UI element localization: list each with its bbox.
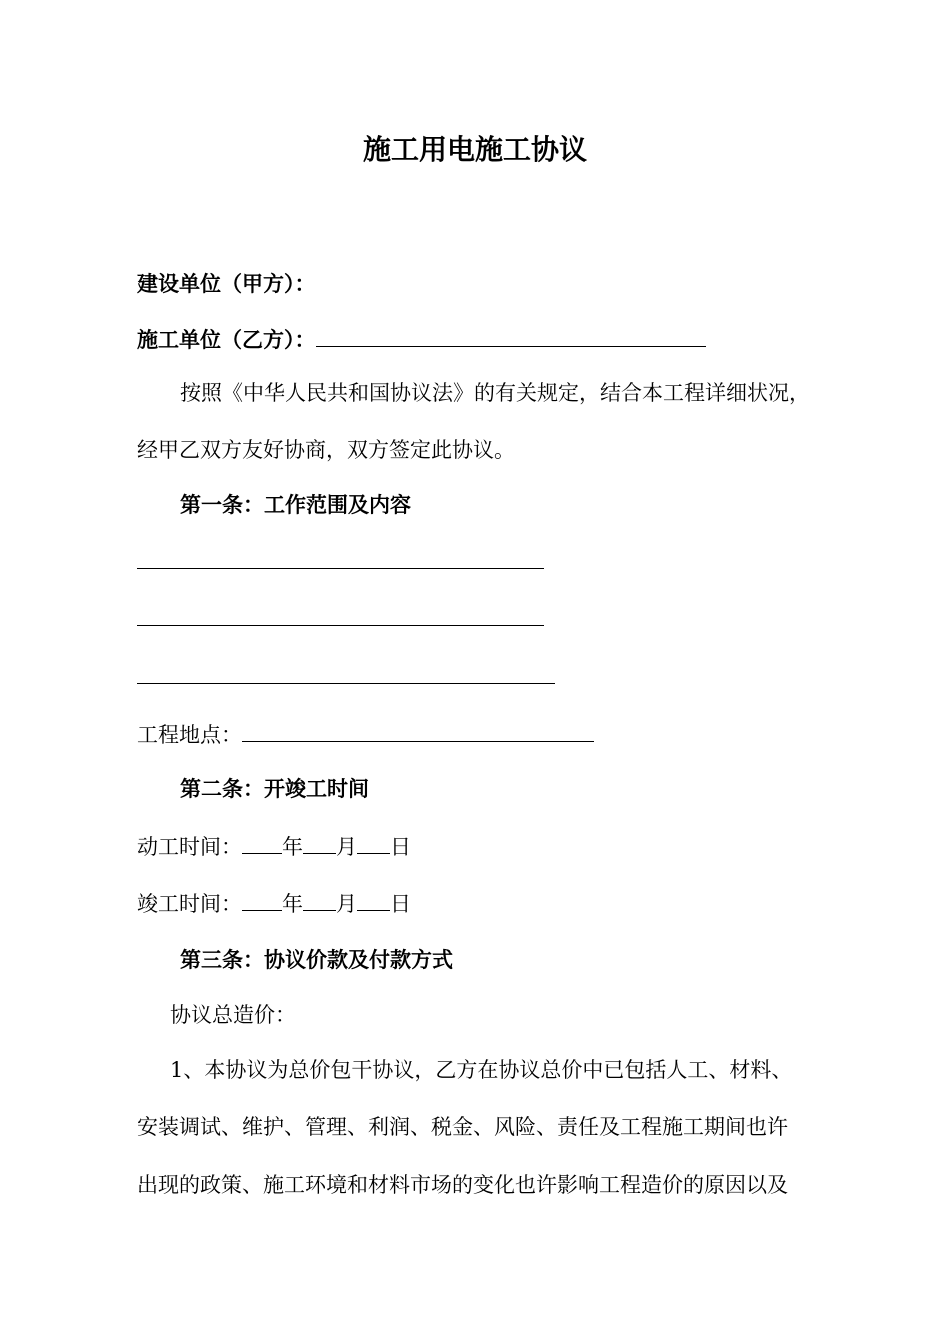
scope-blank-line-3 [137,683,555,684]
location-row [137,721,594,747]
start-month-blank [303,833,336,854]
end-year-unit: 年 [282,892,303,916]
end-day-blank [357,890,390,911]
end-year-blank [242,890,282,911]
party-b-row [137,326,706,352]
location-label: 工程地点： [137,723,242,747]
start-date-row [137,833,411,859]
clause-1-line-1: 1、本协议为总价包干协议，乙方在协议总价中已包括人工、材料、 [170,1058,793,1082]
start-day-blank [357,833,390,854]
start-month-unit: 月 [336,835,357,859]
article-3-heading: 第三条：协议价款及付款方式 [180,948,453,972]
end-month-unit: 月 [336,892,357,916]
total-price-label: 协议总造价： [170,1003,296,1027]
party-a-label: 建设单位（甲方）： [137,272,316,296]
end-day-unit: 日 [390,892,411,916]
start-year-unit: 年 [282,835,303,859]
location-blank [242,721,594,742]
intro-line-2: 经甲乙双方友好协商，双方签定此协议。 [137,438,515,462]
intro-line-1: 按照《中华人民共和国协议法》的有关规定，结合本工程详细状况， [180,381,810,405]
party-b-label: 施工单位（乙方）： [137,328,316,352]
article-1-heading: 第一条：工作范围及内容 [180,493,411,517]
scope-blank-line-2 [137,625,544,626]
end-date-label: 竣工时间： [137,892,242,916]
clause-1-line-2: 安装调试、维护、管理、利润、税金、风险、责任及工程施工期间也许 [137,1115,788,1139]
start-day-unit: 日 [390,835,411,859]
party-b-blank [316,326,706,347]
start-year-blank [242,833,282,854]
article-2-heading: 第二条：开竣工时间 [180,777,369,801]
scope-blank-line-1 [137,568,544,569]
end-month-blank [303,890,336,911]
document-title: 施工用电施工协议 [362,133,587,166]
end-date-row [137,890,411,916]
start-date-label: 动工时间： [137,835,242,859]
clause-1-line-3: 出现的政策、施工环境和材料市场的变化也许影响工程造价的原因以及 [137,1173,788,1197]
